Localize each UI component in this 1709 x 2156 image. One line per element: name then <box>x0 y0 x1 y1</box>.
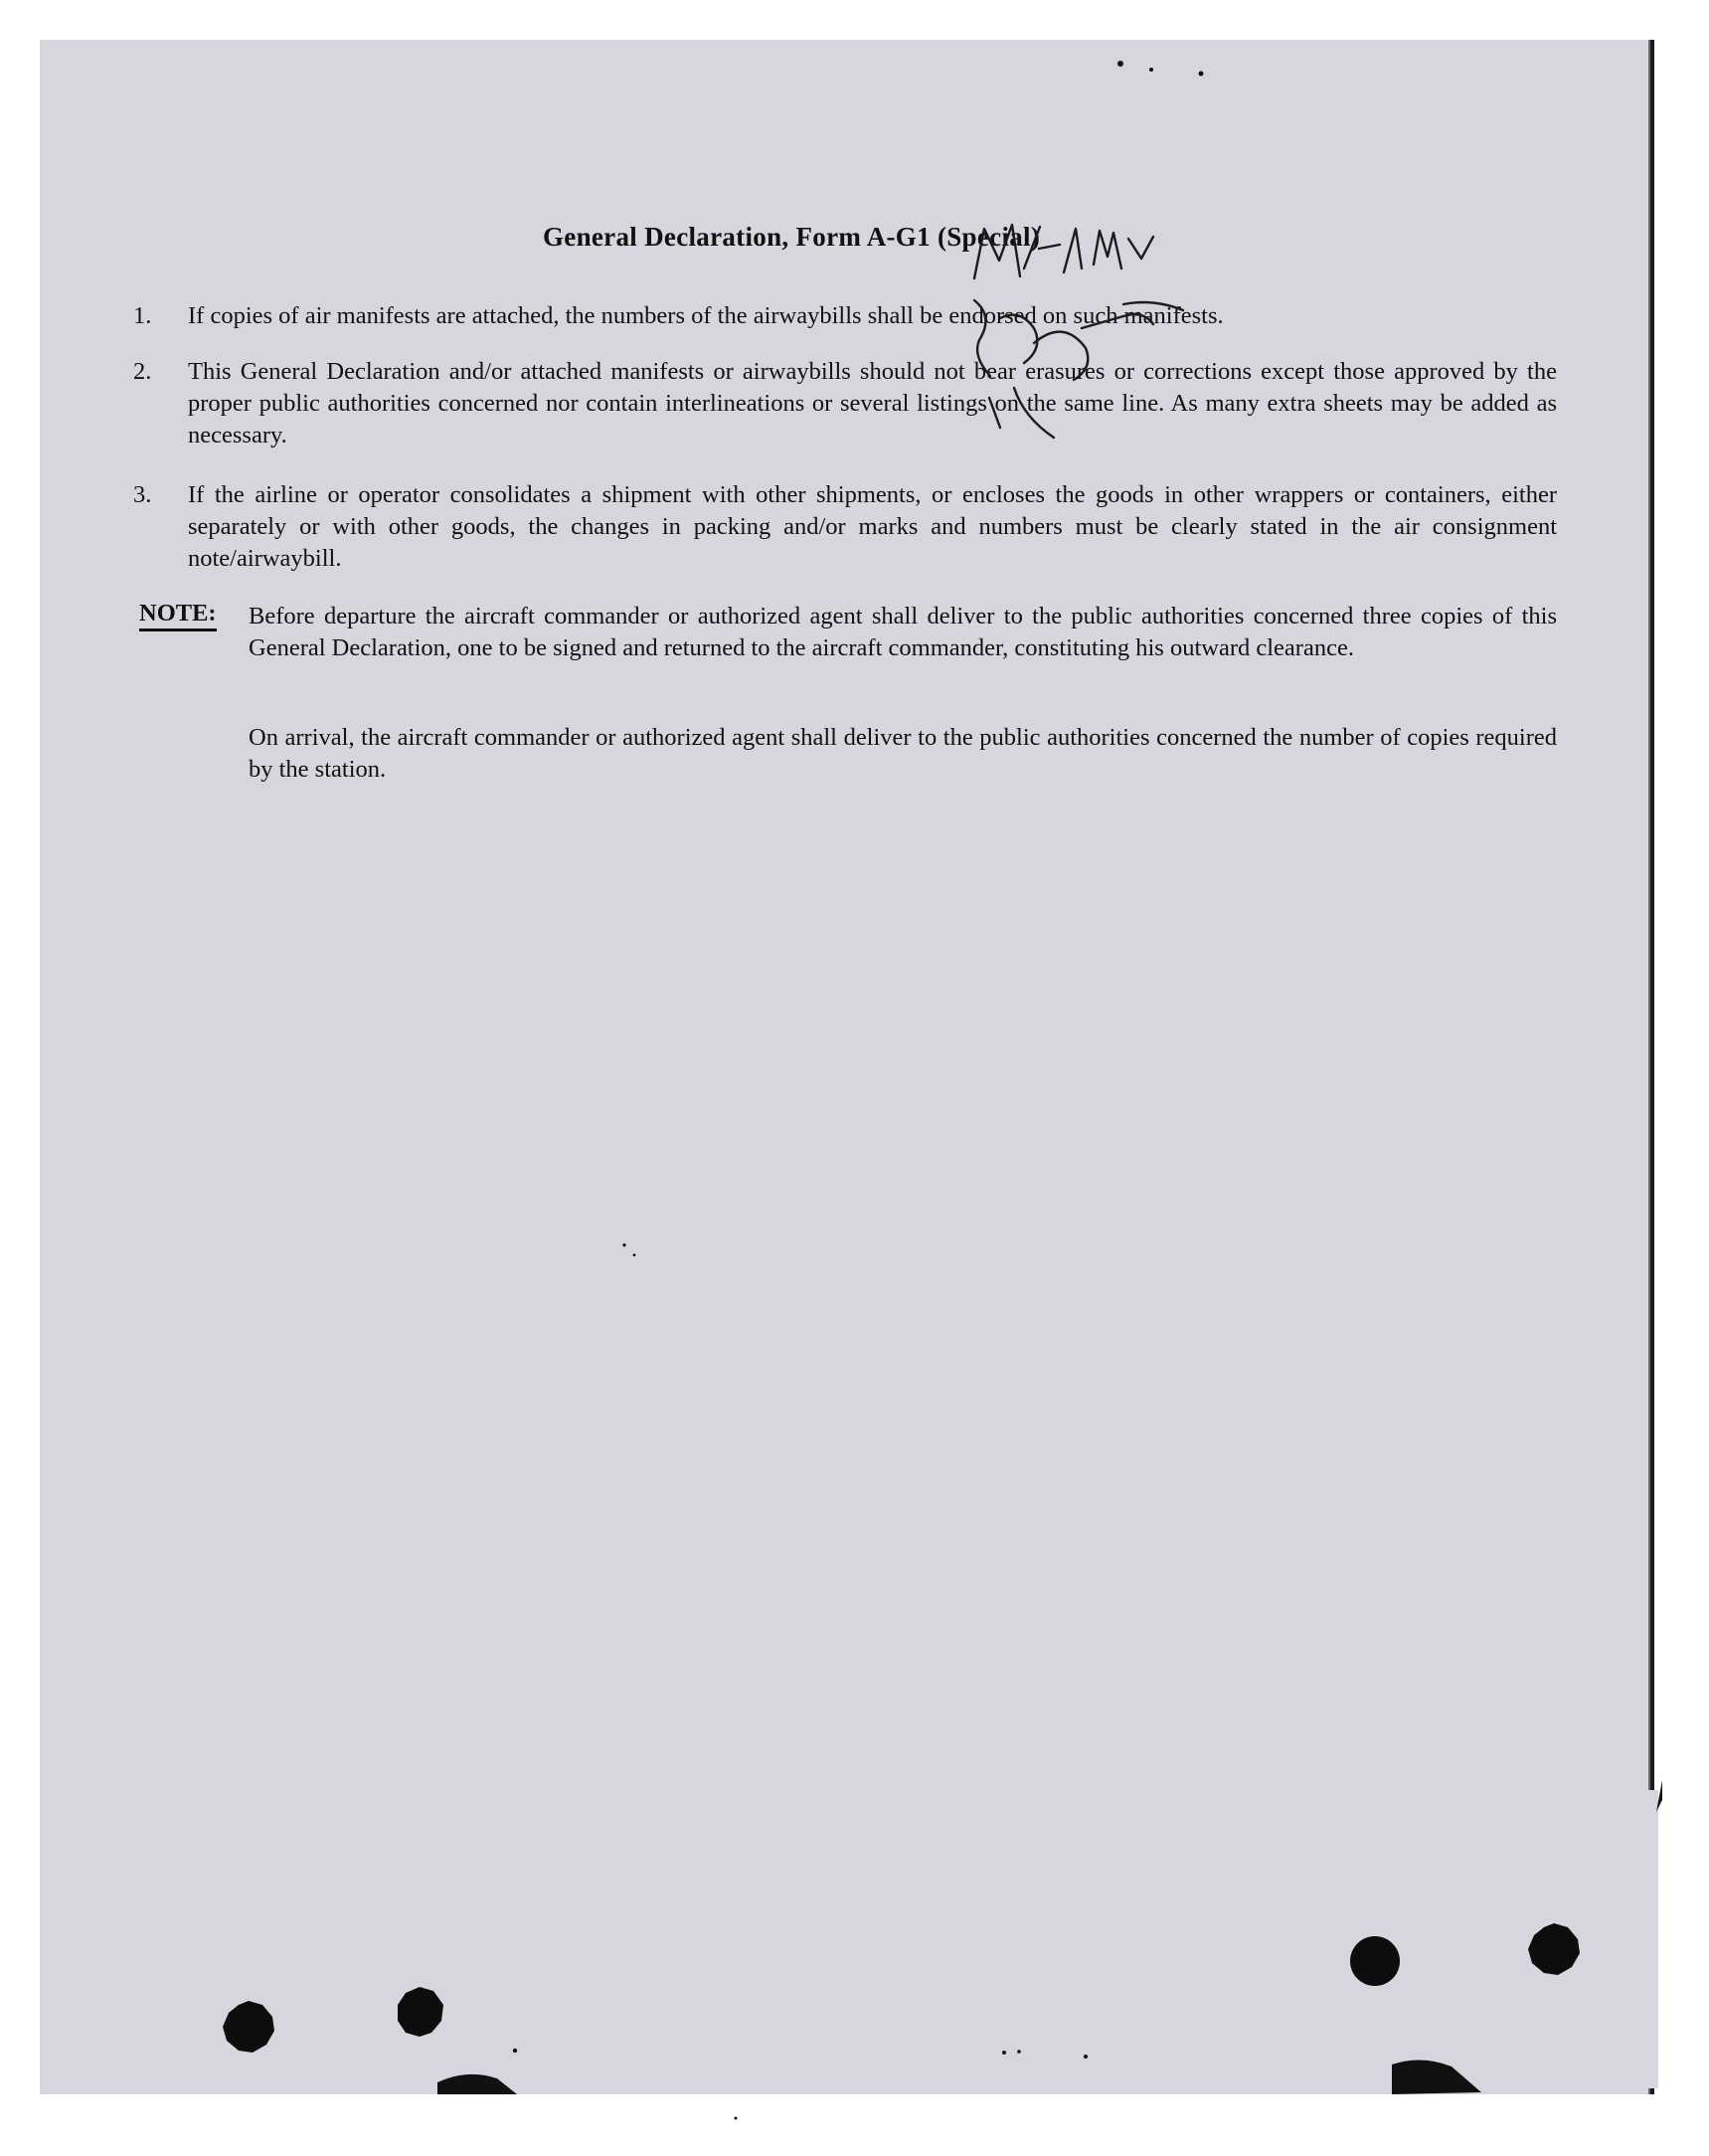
note-label: NOTE: <box>139 599 217 631</box>
list-item-text: If copies of air manifests are attached, the numbers of the airwaybills shall be endorsed on such manifests. <box>188 302 1224 329</box>
list-item-number: 3. <box>133 481 152 508</box>
list-item-number: 2. <box>133 358 152 385</box>
document-title: General Declaration, Form A-G1 (Special) <box>543 222 1041 252</box>
list-item-text: If the airline or operator consolidates a shipment with other shipments, or encloses the goods in other wrappers or containers, either separately or with other goods, the changes in packing and/or marks and numbers must be clearly stated in the air consignment note/airwaybill. <box>188 481 1557 572</box>
list-item-text: This General Declaration and/or attached manifests or airwaybills should not bear erasures or corrections except those approved by the proper public authorities concerned nor contain interlineations or several listings on the same line. As many extra sheets may be added as necessary. <box>188 358 1557 449</box>
list-item-number: 1. <box>133 302 152 329</box>
note-paragraph-2: On arrival, the aircraft commander or authorized agent shall deliver to the public authorities concerned the number of copies required by the station. <box>249 724 1557 783</box>
sheet-torn-edge <box>1648 1790 1658 2088</box>
note-paragraph-1: Before departure the aircraft commander or authorized agent shall deliver to the public authorities concerned three copies of this General Declaration, one to be signed and returned to the aircraft commander, constituting his outward clearance. <box>249 603 1557 661</box>
document-sheet <box>40 40 1654 2094</box>
